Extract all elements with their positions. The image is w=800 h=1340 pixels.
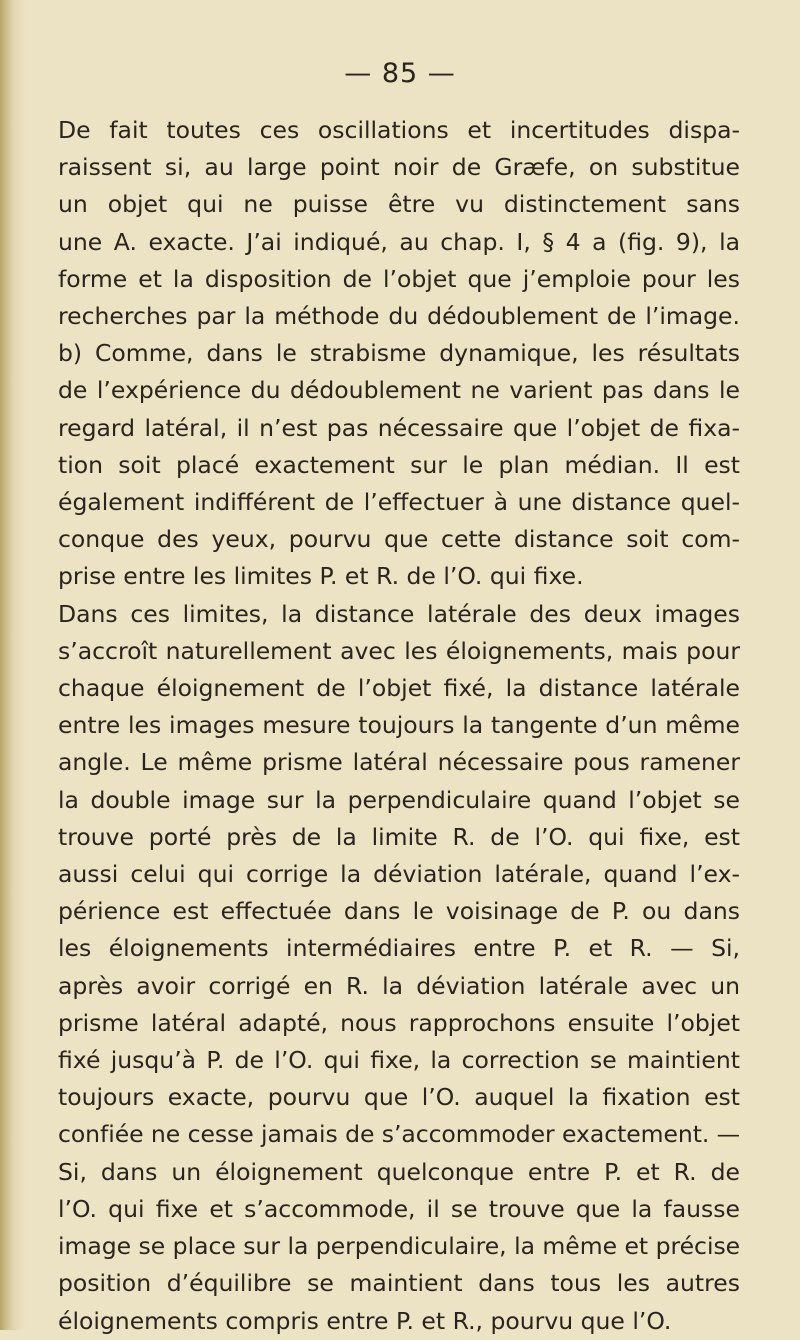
text-line: recherches par la méthode du dédoublement de l’image. [58,302,740,331]
text-line: s’accroît naturellement avec les éloignements, mais pour [58,636,740,665]
text-line: position d’équilibre se maintient dans tous les autres [58,1269,740,1298]
text-line: Si, dans un éloignement quelconque entre P. et R. de [58,1157,740,1186]
text-line: éloignements compris entre P. et R., pourvu que l’O. [58,1306,672,1335]
text-line: également indifférent de l’effectuer à une distance quel- [58,488,740,517]
text-line: chaque éloignement de l’objet fixé, la distance latérale [58,674,740,703]
text-line: prisme latéral adapté, nous rapprochons ensuite l’objet [58,1008,740,1037]
text-line: raissent si, au large point noir de Græfe, on substitue [58,153,740,182]
text-line: conque des yeux, pourvu que cette distance soit com- [58,525,740,554]
text-line: image se place sur la perpendiculaire, la même et précise [58,1232,741,1261]
text-line: aussi celui qui corrige la déviation latérale, quand l’ex- [58,860,740,889]
text-line: de l’expérience du dédoublement ne varient pas dans le [58,376,740,405]
text-line: un objet qui ne puisse être vu distinctement sans [58,190,740,219]
text-line: entre les images mesure toujours la tangente d’un même [58,711,740,740]
text-line: b) Comme, dans le strabisme dynamique, les résultats [58,339,740,368]
text-line: après avoir corrigé en R. la déviation latérale avec un [58,971,740,1000]
text-line: Dans ces limites, la distance latérale des deux images [58,599,740,628]
text-line: forme et la disposition de l’objet que j’emploie pour les [58,264,740,293]
text-line: tion soit placé exactement sur le plan médian. Il est [58,450,740,479]
text-line: angle. Le même prisme latéral nécessaire pous ramener [58,748,740,777]
text-line: fixé jusqu’à P. de l’O. qui fixe, la correction se maintient [58,1046,740,1075]
text-line: regard latéral, il n’est pas nécessaire que l’objet de fixa- [58,413,740,442]
text-line: la double image sur la perpendiculaire quand l’objet se [58,785,740,814]
text-line: périence est effectuée dans le voisinage de P. ou dans [58,897,740,926]
text-line: De fait toutes ces oscillations et incertitudes dispa- [58,116,740,144]
page-number: — 85 — [344,58,456,89]
text-line: prise entre les limites P. et R. de l’O. qui fixe. [58,562,584,591]
text-line: les éloignements intermédiaires entre P. et R. — Si, [58,934,740,963]
text-line: toujours exacte, pourvu que l’O. auquel la fixation est [58,1083,740,1112]
text-line: une A. exacte. J’ai indiqué, au chap. I, § 4 a (fig. 9), la [58,227,740,256]
text-line: l’O. qui fixe et s’accommode, il se trouve que la fausse [58,1194,740,1223]
text-line: confiée ne cesse jamais de s’accommoder exactement. — [58,1120,741,1149]
text-line: trouve porté près de la limite R. de l’O. qui fixe, est [58,822,740,851]
body-text [58,112,740,1340]
